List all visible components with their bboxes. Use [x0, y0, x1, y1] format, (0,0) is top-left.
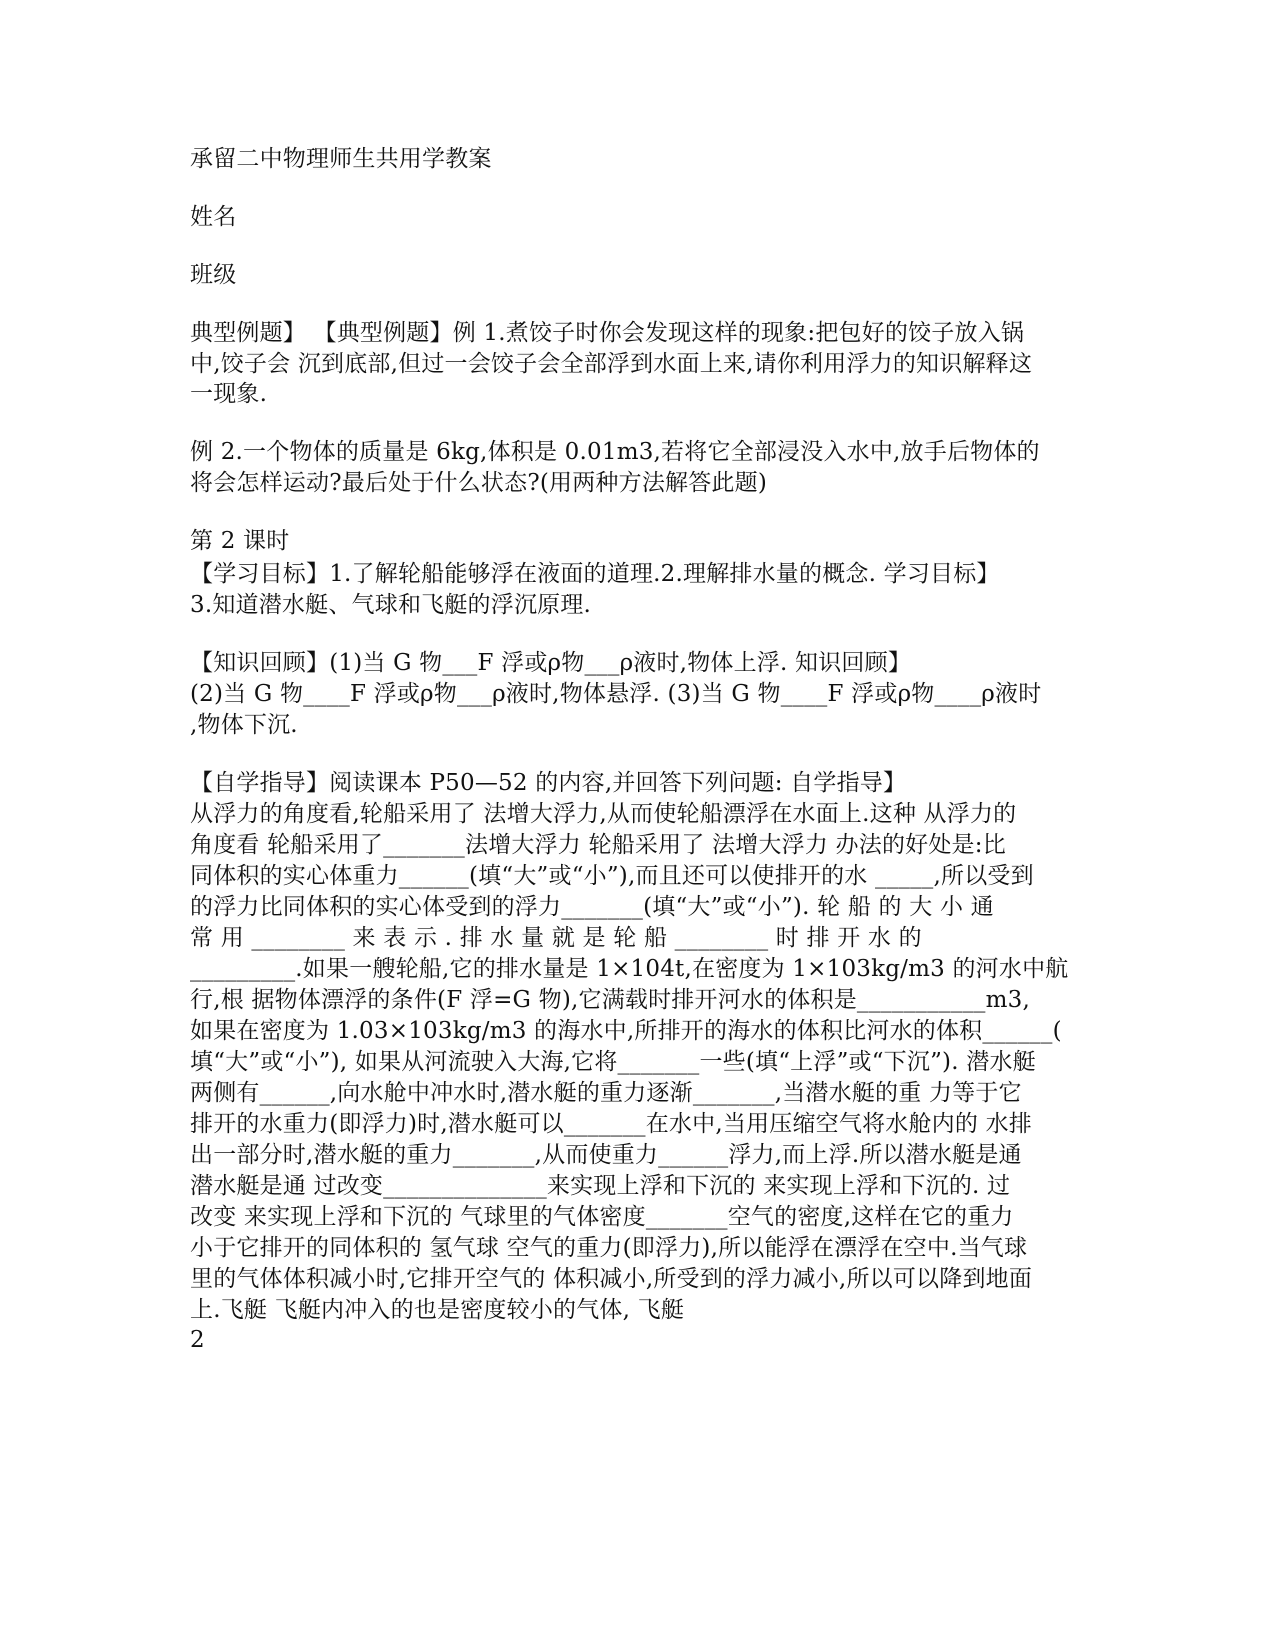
document-title: 承留二中物理师生共用学教案	[190, 146, 492, 172]
guidance-line: 行,根 据物体漂浮的条件(F 浮=G 物),它满载时排开河水的体积是___________m3,	[190, 987, 1030, 1013]
page-number: 2	[190, 1327, 205, 1353]
example-line: 典型例题】 【典型例题】例 1.煮饺子时你会发现这样的现象:把包好的饺子放入锅	[190, 320, 1025, 346]
objectives-line: 【学习目标】1.了解轮船能够浮在液面的道理.2.理解排水量的概念. 学习目标】	[190, 561, 1000, 587]
review-line: 【知识回顾】(1)当 G 物___F 浮或ρ物___ρ液时,物体上浮. 知识回顾】	[190, 650, 912, 676]
review-line: (2)当 G 物____F 浮或ρ物___ρ液时,物体悬浮. (3)当 G 物____F 浮或ρ物____ρ液时	[190, 681, 1042, 707]
guidance-line: 常 用 ________ 来 表 示 . 排 水 量 就 是 轮 船 ________ 时 排 开 水 的	[190, 925, 922, 951]
example-line: 一现象.	[190, 381, 268, 407]
guidance-line: 两侧有______,向水舱中冲水时,潜水艇的重力逐渐_______,当潜水艇的重 力等于它	[190, 1080, 1022, 1106]
objectives-line: 3.知道潜水艇、气球和飞艇的浮沉原理.	[190, 592, 592, 618]
guidance-line: 潜水艇是通 过改变______________来实现上浮和下沉的 来实现上浮和下沉的. 过	[190, 1173, 1011, 1199]
guidance-line: 如果在密度为 1.03×103kg/m3 的海水中,所排开的海水的体积比河水的体积______(	[190, 1018, 1062, 1044]
guidance-line: 的浮力比同体积的实心体受到的浮力_______(填“大”或“小”). 轮 船 的 大 小 通	[190, 894, 994, 920]
guidance-line: 里的气体体积减小时,它排开空气的 体积减小,所受到的浮力减小,所以可以降到地面	[190, 1266, 1033, 1292]
guidance-line: 出一部分时,潜水艇的重力_______,从而使重力______浮力,而上浮.所以潜水艇是通	[190, 1142, 1022, 1168]
guidance-line: 改变 来实现上浮和下沉的 气球里的气体密度_______空气的密度,这样在它的重力	[190, 1204, 1014, 1230]
guidance-line: 小于它排开的同体积的 氢气球 空气的重力(即浮力),所以能浮在漂浮在空中.当气球	[190, 1235, 1028, 1261]
example-line: 例 2.一个物体的质量是 6kg,体积是 0.01m3,若将它全部浸没入水中,放手后物体的	[190, 439, 1040, 465]
class-label: 班级	[190, 262, 237, 288]
example-line: 中,饺子会 沉到底部,但过一会饺子会全部浮到水面上来,请你利用浮力的知识解释这	[190, 351, 1033, 377]
guidance-line: _________.如果一艘轮船,它的排水量是 1×104t,在密度为 1×103kg/m3 的河水中航	[190, 956, 1069, 982]
guidance-line: 排开的水重力(即浮力)时,潜水艇可以_______在水中,当用压缩空气将水舱内的 水排	[190, 1111, 1032, 1137]
name-label: 姓名	[190, 204, 237, 230]
guidance-line: 【自学指导】阅读课本 P50—52 的内容,并回答下列问题: 自学指导】	[190, 770, 907, 796]
example-line: 将会怎样运动?最后处于什么状态?(用两种方法解答此题)	[190, 470, 768, 496]
guidance-line: 填“大”或“小”), 如果从河流驶入大海,它将_______一些(填“上浮”或“下沉”). 潜水艇	[190, 1049, 1036, 1075]
guidance-line: 从浮力的角度看,轮船采用了 法增大浮力,从而使轮船漂浮在水面上.这种 从浮力的	[190, 801, 1017, 827]
guidance-line: 上.飞艇 飞艇内冲入的也是密度较小的气体, 飞艇	[190, 1297, 685, 1323]
review-line: ,物体下沉.	[190, 712, 298, 738]
guidance-line: 角度看 轮船采用了_______法增大浮力 轮船采用了 法增大浮力 办法的好处是:比	[190, 832, 1006, 858]
lesson-heading: 第 2 课时	[190, 528, 290, 554]
guidance-line: 同体积的实心体重力______(填“大”或“小”),而且还可以使排开的水 _____,所以受到	[190, 863, 1034, 889]
